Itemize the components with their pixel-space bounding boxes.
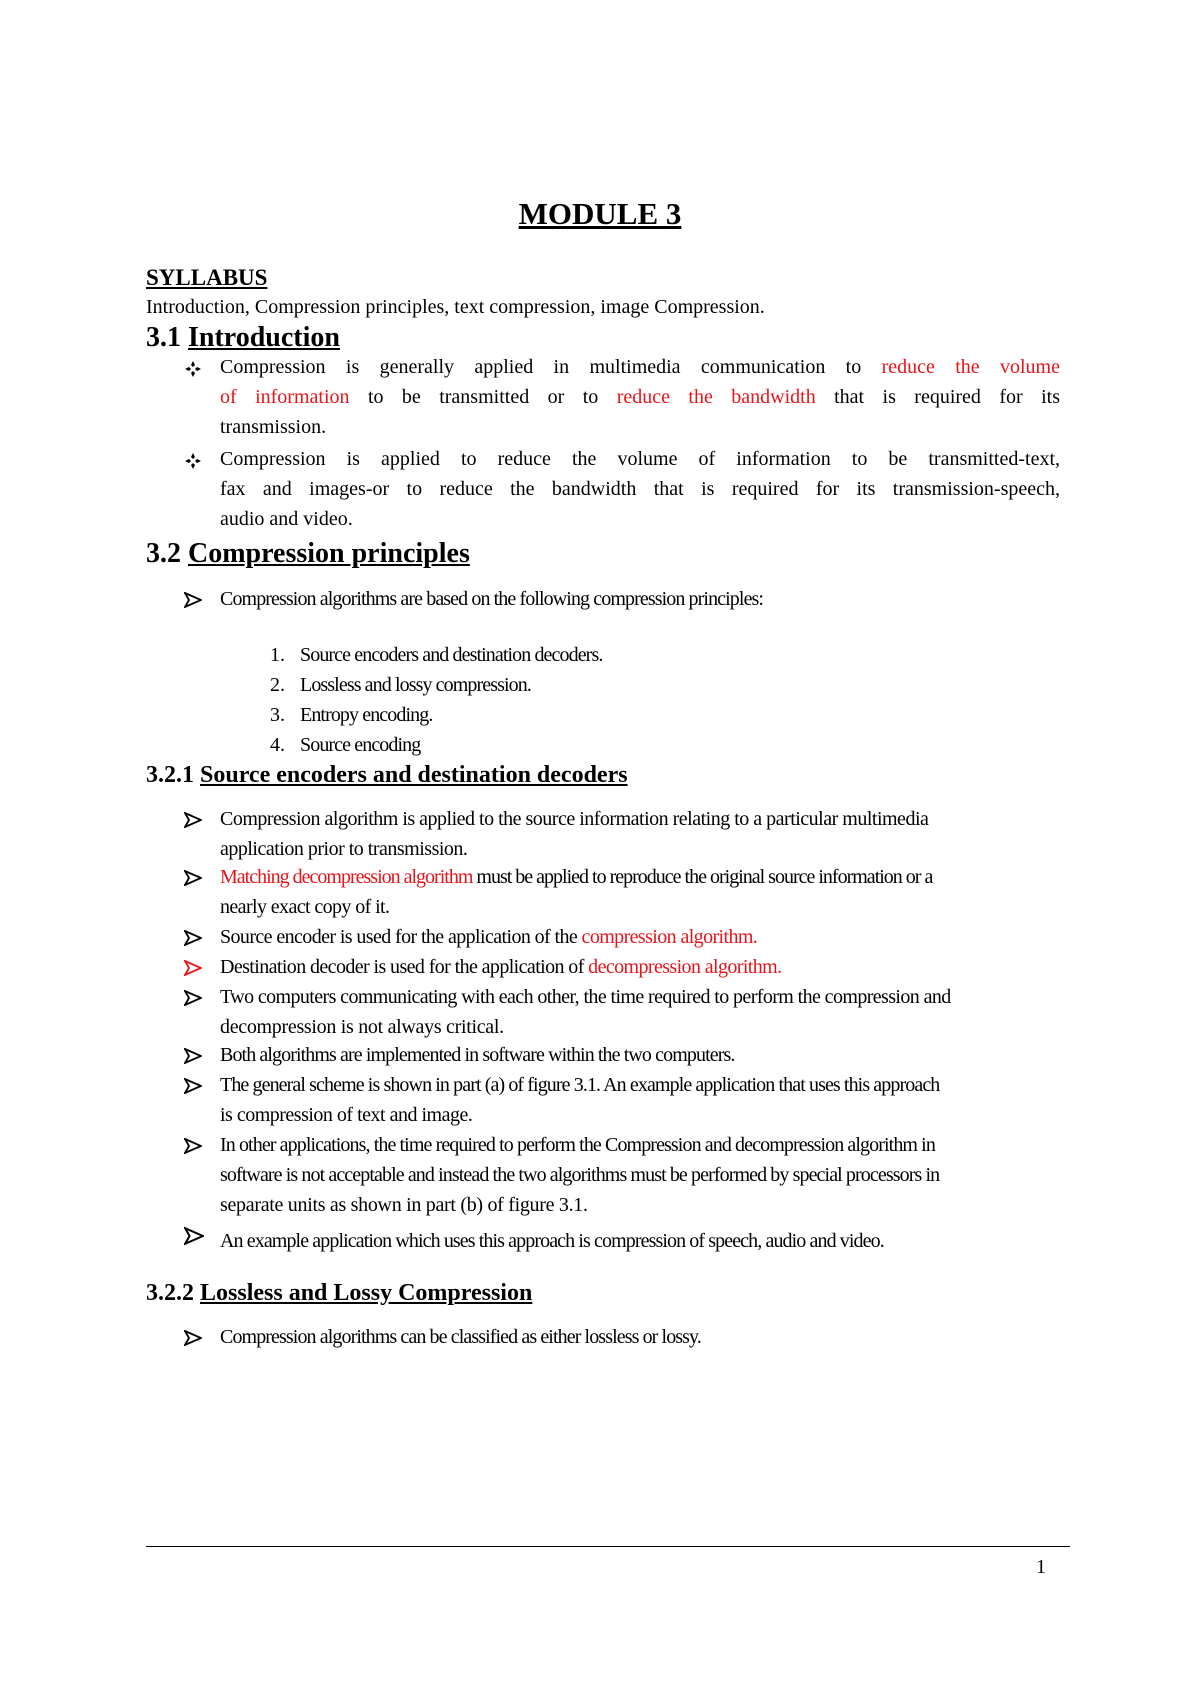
- section-number: 3.1: [146, 322, 181, 353]
- s321-p2-line1: Matching decompression algorithm must be applied to reproduce the original source information or a: [220, 866, 933, 888]
- list-number: 3.: [270, 704, 285, 726]
- s31-bullet1-line1: Compression is generally applied in multimedia communication to reduce the volume: [220, 356, 1060, 378]
- section-3-2-1-heading: [146, 762, 628, 789]
- emphasis-text: reduce the bandwidth: [616, 386, 816, 408]
- footer-rule: [146, 1546, 1070, 1547]
- s31-bullet1-line2: of information to be transmitted or to reduce the bandwidth that is required for its: [220, 386, 1060, 408]
- s321-p3: Source encoder is used for the application of the compression algorithm.: [220, 926, 758, 948]
- diamond-bullet-icon: [184, 360, 202, 378]
- list-number: 2.: [270, 674, 285, 696]
- syllabus-body: Introduction, Compression principles, text compression, image Compression.: [146, 296, 765, 318]
- list-item: Source encoders and destination decoders.: [300, 644, 603, 666]
- s321-p8-line3: separate units as shown in part (b) of figure 3.1.: [220, 1194, 588, 1216]
- s321-p9: An example application which uses this approach is compression of speech, audio and video.: [220, 1230, 884, 1252]
- arrow-bullet-icon: [184, 1226, 204, 1246]
- section-3-2-heading: [146, 538, 470, 570]
- diamond-bullet-icon: [184, 452, 202, 470]
- section-title: Introduction: [188, 322, 340, 353]
- arrow-bullet-icon: [184, 592, 202, 608]
- s31-bullet2-line2: fax and images-or to reduce the bandwidth that is required for its transmission-speech,: [220, 478, 1060, 500]
- s321-p8-line1: In other applications, the time required to perform the Compression and decompression algorithm in: [220, 1134, 935, 1156]
- section-3-2-2-heading: [146, 1280, 532, 1307]
- arrow-bullet-icon: [184, 870, 202, 886]
- s321-p5-line2: decompression is not always critical.: [220, 1016, 504, 1038]
- s31-bullet2-line1: Compression is applied to reduce the volume of information to be transmitted-text,: [220, 448, 1060, 470]
- section-number: 3.2.1: [146, 762, 194, 788]
- arrow-bullet-icon: [184, 812, 202, 828]
- page-number: 1: [1036, 1556, 1046, 1578]
- arrow-bullet-icon: [184, 960, 202, 976]
- s321-p1-line2: application prior to transmission.: [220, 838, 468, 860]
- emphasis-text: reduce the volume: [881, 356, 1060, 378]
- section-title: Source encoders and destination decoders: [200, 762, 628, 788]
- module-title: MODULE 3: [518, 196, 682, 231]
- s322-p1: Compression algorithms can be classified as either lossless or lossy.: [220, 1326, 701, 1348]
- section-title: Lossless and Lossy Compression: [200, 1280, 533, 1306]
- s321-p1-line1: Compression algorithm is applied to the source information relating to a particular multimedia: [220, 808, 929, 830]
- arrow-bullet-icon: [184, 990, 202, 1006]
- emphasis-text: compression algorithm.: [581, 926, 758, 948]
- s321-p5-line1: Two computers communicating with each other, the time required to perform the compression and: [220, 986, 951, 1008]
- arrow-bullet-icon: [184, 1330, 202, 1346]
- emphasis-text: of information: [220, 386, 350, 408]
- arrow-bullet-icon: [184, 1048, 202, 1064]
- s321-p6: Both algorithms are implemented in software within the two computers.: [220, 1044, 735, 1066]
- list-number: 4.: [270, 734, 285, 756]
- list-item: Source encoding: [300, 734, 421, 756]
- s321-p4: Destination decoder is used for the application of decompression algorithm.: [220, 956, 782, 978]
- section-title: Compression principles: [188, 538, 470, 569]
- list-number: 1.: [270, 644, 285, 666]
- emphasis-text: Matching decompression algorithm: [220, 866, 473, 888]
- list-item: Lossless and lossy compression.: [300, 674, 531, 696]
- syllabus-heading: SYLLABUS: [146, 265, 268, 290]
- s321-p7-line2: is compression of text and image.: [220, 1104, 473, 1126]
- arrow-bullet-icon: [184, 1138, 202, 1154]
- section-number: 3.2: [146, 538, 181, 569]
- s31-bullet1-line3: transmission.: [220, 416, 327, 438]
- emphasis-text: decompression algorithm.: [588, 956, 782, 978]
- arrow-bullet-icon: [184, 1078, 202, 1094]
- s32-intro: Compression algorithms are based on the following compression principles:: [220, 588, 764, 610]
- section-3-1-heading: [146, 322, 340, 354]
- s31-bullet2-line3: audio and video.: [220, 508, 353, 530]
- section-number: 3.2.2: [146, 1280, 194, 1306]
- s321-p7-line1: The general scheme is shown in part (a) of figure 3.1. An example application that uses this approach: [220, 1074, 940, 1096]
- s321-p8-line2: software is not acceptable and instead the two algorithms must be performed by special processors in: [220, 1164, 940, 1186]
- s321-p2-line2: nearly exact copy of it.: [220, 896, 390, 918]
- list-item: Entropy encoding.: [300, 704, 433, 726]
- arrow-bullet-icon: [184, 930, 202, 946]
